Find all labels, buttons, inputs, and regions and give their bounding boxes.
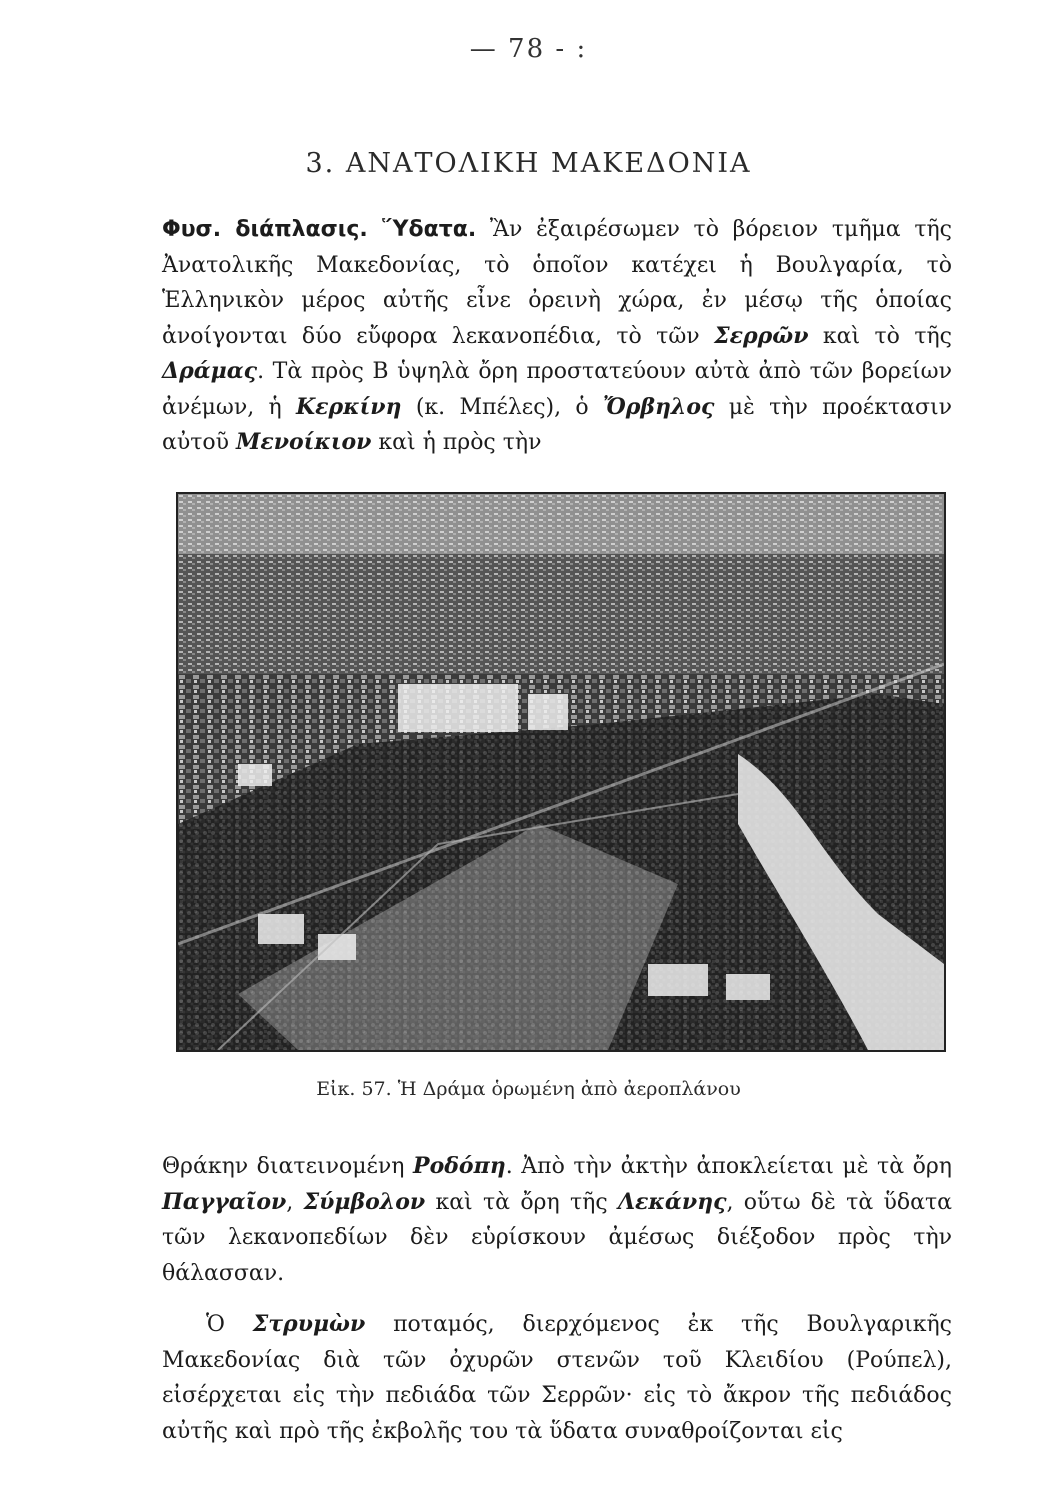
emphasis-menoikion: Μενοίκιον: [236, 429, 372, 455]
paragraph-mountains: [162, 1149, 952, 1291]
figure-caption: Εἰκ. 57. Ἡ Δράμα ὁρωμένη ἀπὸ ἀεροπλάνου: [316, 1078, 741, 1100]
emphasis-strymon: Στρυμὼν: [252, 1311, 366, 1337]
emphasis-paggaion: Παγγαῖον: [162, 1188, 287, 1215]
emphasis-symvolon: Σύμβολον: [303, 1188, 426, 1215]
aerial-photo-drama: [176, 492, 946, 1052]
emphasis-orvilos: Ὄρβηλος: [602, 393, 715, 420]
emphasis-rodopi: Ροδόπη: [413, 1153, 506, 1179]
text-span: ,: [286, 1189, 304, 1215]
page-number: — 78 - :: [469, 34, 588, 64]
section-heading: Φυσ. διάπλασις. Ὕδατα.: [162, 217, 477, 242]
text-span: καὶ ἡ πρὸς τὴν: [371, 430, 542, 455]
text-span: . Τὰ πρὸς Β ὑψηλὰ ὄρη προστατεύουν αὐτὰ ἀπὸ τῶν βορείων ἀνέμων, ἡ: [162, 359, 952, 420]
text-span: . Ἀπὸ τὴν ἀκτὴν ἀποκλείεται μὲ τὰ ὄρη: [505, 1154, 952, 1179]
text-span: Ὁ: [206, 1312, 253, 1337]
text-span: μὲ τὴν προέκτασιν αὐτοῦ: [162, 394, 952, 455]
chapter-title: 3. ΑΝΑΤΟΛΙΚΗ ΜΑΚΕΔΟΝΙΑ: [305, 148, 752, 179]
emphasis-kerkini: Κερκίνη: [296, 393, 402, 420]
text-span: , οὕτω δὲ τὰ ὕδατα τῶν λεκανοπεδίων δὲν εὑρίσκουν ἀμέσως διέξοδον πρὸς τὴν θάλασσαν.: [162, 1189, 952, 1286]
text-span: ποταμός, διερχόμενος ἐκ τῆς Βουλγαρικῆς Μακεδονίας διὰ τῶν ὀχυρῶν στενῶν τοῦ Κλειδίου (Ρούπελ), εἰσέρχεται εἰς τὴν πεδιάδα τῶν Σερρῶν· εἰς τὸ ἄκρον τῆς πεδιάδος αὐτῆς καὶ πρὸ τῆς ἐκβολῆς του τὰ ὕδατα συναθροίζονται εἰς: [162, 1312, 952, 1444]
text-span: καὶ τὰ ὄρη τῆς: [425, 1189, 618, 1215]
paragraph-physical-geography: [162, 212, 952, 461]
emphasis-lekanis: Λεκάνης: [617, 1188, 727, 1215]
emphasis-serres: Σερρῶν: [714, 322, 809, 349]
text-span: (κ. Μπέλες), ὁ: [401, 394, 603, 420]
emphasis-drama: Δράμας: [162, 358, 258, 384]
text-span: καὶ τὸ τῆς: [808, 323, 952, 349]
text-span: Ἂν ἐξαιρέσωμεν τὸ βόρειον τμῆμα τῆς Ἀνατολικῆς Μακεδονίας, τὸ ὁποῖον κατέχει ἡ Βουλγαρία, τὸ Ἑλληνικὸν μέρος αὐτῆς εἶνε ὀρεινὴ χώρα, ἐν μέσῳ τῆς ὁποίας ἀνοίγονται δύο εὔφορα λεκανοπέδια, τὸ τῶν: [162, 217, 953, 349]
text-span: Θράκην διατεινομένη: [162, 1154, 414, 1179]
paragraph-strymon: [162, 1307, 952, 1449]
aerial-photo-illustration: [178, 494, 944, 1050]
